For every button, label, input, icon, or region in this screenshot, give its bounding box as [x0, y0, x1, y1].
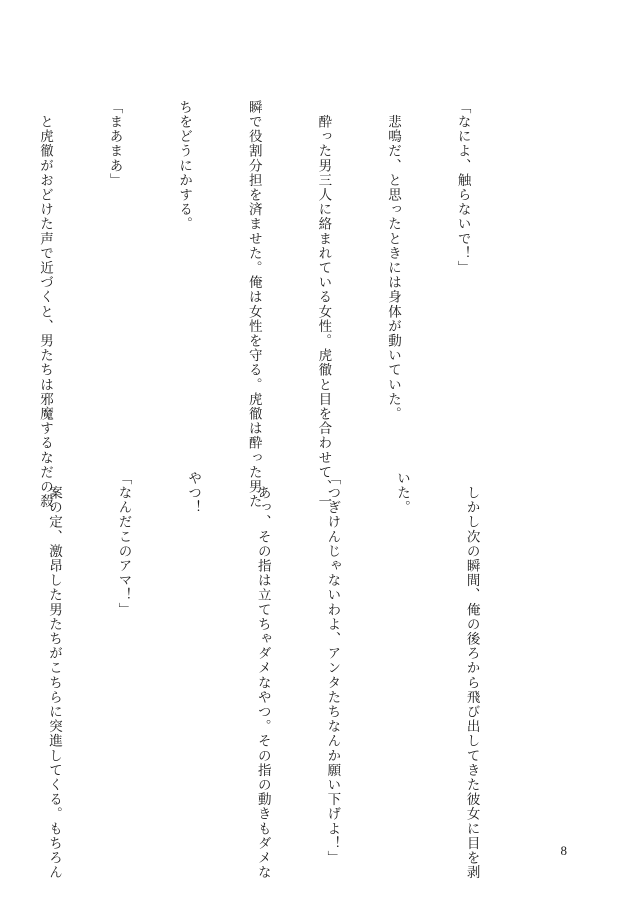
text-line: 「なんだこのアマ！」: [115, 471, 132, 617]
text-line: 案の定、激昂した男たちがこちらに突進してくる。もちろん: [45, 471, 62, 880]
text-line: やつ！: [185, 471, 202, 515]
lower-text-block: [45, 471, 529, 880]
text-line: 酔った男三人に絡まれている女性。虎徹と目を合わせて、一: [315, 100, 332, 509]
text-line: しかし次の瞬間、俺の後ろから飛び出してきた彼女に目を剥: [463, 471, 480, 880]
text-line: 悲鳴だ、と思ったときには身体が動いていた。: [384, 100, 401, 422]
text-line: いた。: [393, 471, 410, 515]
text-line: 瞬で役割分担を済ませた。俺は女性を守る。虎徹は酔った男た: [245, 100, 262, 509]
text-line: ちをどうにかする。: [176, 100, 193, 232]
text-line: 「まあまあ」: [106, 100, 123, 188]
text-line: と虎徹がおどけた声で近づくと、男たちは邪魔するなだの殺: [36, 100, 53, 509]
text-line: 「なによ、触らないで！」: [454, 100, 471, 276]
text-line: あっ、その指は立てちゃダメなやつ。その指の動きもダメな: [254, 471, 271, 880]
text-line: 「つぎけんじゃないわよ、アンタたちなんか願い下げよ！」: [324, 471, 341, 866]
page-number: 8: [560, 843, 567, 858]
